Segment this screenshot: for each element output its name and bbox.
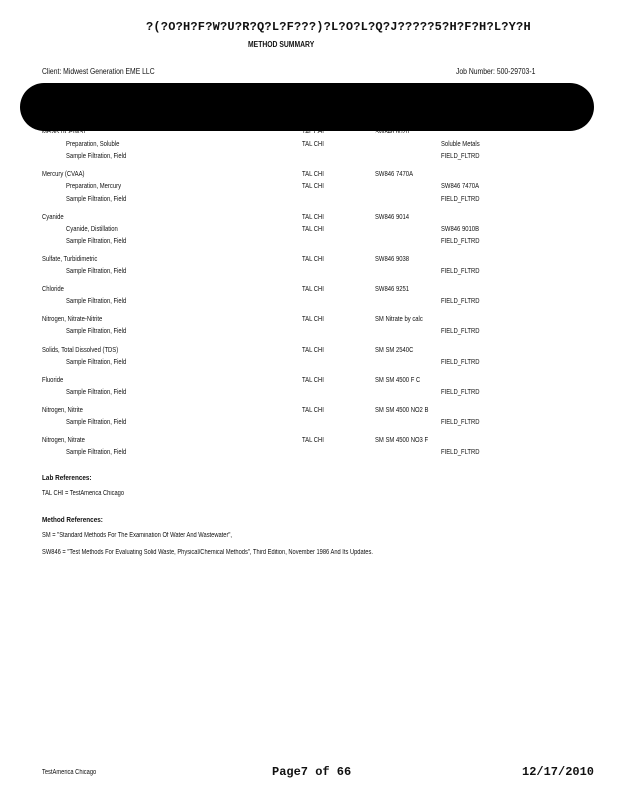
row-lab: TAL CHI	[302, 212, 324, 221]
method-reference-sm: SM = "Standard Methods For The Examination Of Water And Wastewater",	[42, 532, 233, 539]
page-title: METHOD SUMMARY	[248, 40, 315, 49]
row-description: Sample Filtration, Field	[66, 151, 127, 160]
row-prep-method: SW846 7470A	[441, 181, 480, 190]
row-description: Sample Filtration, Field	[66, 447, 127, 456]
row-lab: TAL CHI	[302, 169, 324, 178]
row-prep-method: Soluble Metals	[441, 139, 480, 148]
row-method: SM SM 4500 NO3 F	[375, 435, 429, 444]
row-description: Cyanide, Distillation	[66, 224, 118, 233]
row-prep-method: FIELD_FLTRD	[441, 357, 480, 366]
row-lab: TAL CHI	[302, 254, 324, 263]
row-method: SM Nitrate by calc	[375, 314, 423, 323]
footer-date: 12/17/2010	[522, 765, 595, 779]
redaction-bar	[20, 83, 594, 131]
row-method: SW846 9251	[375, 284, 410, 293]
row-lab: TAL CHI	[302, 224, 324, 233]
row-description: Preparation, Mercury	[66, 181, 122, 190]
row-description: Sample Filtration, Field	[66, 387, 127, 396]
row-lab: TAL CHI	[302, 375, 324, 384]
row-description: Sample Filtration, Field	[66, 236, 127, 245]
row-prep-method: FIELD_FLTRD	[441, 236, 480, 245]
row-lab: TAL CHI	[302, 435, 324, 444]
row-lab: TAL CHI	[302, 284, 324, 293]
row-method: SW846 9014	[375, 212, 410, 221]
row-prep-method: SW846 9010B	[441, 224, 480, 233]
footer-lab-name: TestAmerica Chicago	[42, 769, 97, 776]
footer-page-number: Page7 of 66	[272, 765, 352, 779]
lab-references-heading: Lab References:	[42, 473, 92, 482]
row-description: Cyanide	[42, 212, 64, 221]
row-description: Sample Filtration, Field	[66, 357, 127, 366]
row-prep-method: FIELD_FLTRD	[441, 417, 480, 426]
row-prep-method: FIELD_FLTRD	[441, 266, 480, 275]
row-description: Mercury (CVAA)	[42, 169, 85, 178]
row-description: Sample Filtration, Field	[66, 296, 127, 305]
row-method: SM SM 4500 F C	[375, 375, 421, 384]
row-method: SW846 7470A	[375, 169, 414, 178]
row-lab: TAL CHI	[302, 345, 324, 354]
row-description: Fluoride	[42, 375, 64, 384]
lab-references-text: TAL CHI = TestAmerica Chicago	[42, 490, 125, 497]
row-prep-method: FIELD_FLTRD	[441, 194, 480, 203]
page-header-garbled: ?(?O?H?F?W?U?R?Q?L?F???)?L?O?L?Q?J?????5?H?F?H?L?Y?H	[146, 20, 531, 34]
row-method: SW846 9038	[375, 254, 410, 263]
row-prep-method: FIELD_FLTRD	[441, 387, 480, 396]
row-description: Sulfate, Turbidimetric	[42, 254, 98, 263]
row-method: SM SM 4500 NO2 B	[375, 405, 429, 414]
job-number: Job Number: 500-29703-1	[456, 67, 536, 76]
row-lab: TAL CHI	[302, 314, 324, 323]
row-description: Preparation, Soluble	[66, 139, 120, 148]
row-lab: TAL CHI	[302, 405, 324, 414]
row-prep-method: FIELD_FLTRD	[441, 296, 480, 305]
method-reference-sw846: SW846 = "Test Methods For Evaluating Solid Waste, Physical/Chemical Methods", Third Edition, November 1986 And Its Updates.	[42, 549, 373, 556]
row-lab: TAL CHI	[302, 139, 324, 148]
row-description: Solids, Total Dissolved (TDS)	[42, 345, 119, 354]
row-prep-method: FIELD_FLTRD	[441, 326, 480, 335]
client-name: Client: Midwest Generation EME LLC	[42, 67, 155, 76]
row-method: SM SM 2540C	[375, 345, 414, 354]
row-description: Sample Filtration, Field	[66, 194, 127, 203]
row-description: Nitrogen, Nitrate	[42, 435, 85, 444]
method-references-heading: Method References:	[42, 515, 103, 524]
row-description: Sample Filtration, Field	[66, 326, 127, 335]
row-description: Chloride	[42, 284, 64, 293]
row-prep-method: FIELD_FLTRD	[441, 151, 480, 160]
row-description: Sample Filtration, Field	[66, 266, 127, 275]
row-description: Nitrogen, Nitrite	[42, 405, 83, 414]
row-description: Sample Filtration, Field	[66, 417, 127, 426]
row-prep-method: FIELD_FLTRD	[441, 447, 480, 456]
row-lab: TAL CHI	[302, 181, 324, 190]
row-description: Nitrogen, Nitrate-Nitrite	[42, 314, 103, 323]
